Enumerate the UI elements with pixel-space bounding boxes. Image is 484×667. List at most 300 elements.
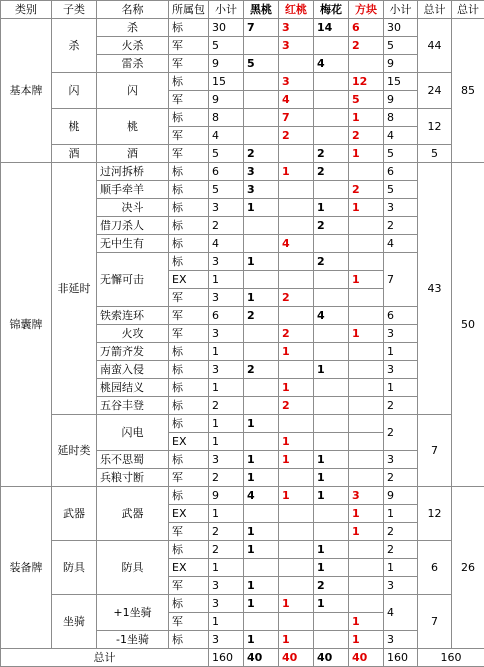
cell-diamond [349, 541, 384, 559]
cell-diamond [349, 235, 384, 253]
cell-count: 1 [209, 415, 244, 433]
cell-count: 4 [209, 127, 244, 145]
cell-subtotal: 4 [384, 127, 418, 145]
table-row [1, 109, 484, 127]
header-category: 类别 [1, 1, 52, 19]
subcategory-armor: 防具 [52, 541, 97, 595]
cell-count: 1 [209, 433, 244, 451]
subcategory-sha: 杀 [52, 19, 97, 73]
pack: 标 [169, 73, 209, 91]
cell-spade: 1 [244, 577, 279, 595]
cell-diamond: 3 [349, 487, 384, 505]
cell-diamond [349, 289, 384, 307]
card-name: -1坐骑 [97, 631, 169, 649]
subcategory-shan: 闪 [52, 73, 97, 109]
cell-spade: 5 [244, 55, 279, 73]
cell-subtotal: 9 [384, 487, 418, 505]
cell-diamond [349, 433, 384, 451]
cell-heart: 1 [279, 595, 314, 613]
cell-club [314, 271, 349, 289]
cell-count: 9 [209, 91, 244, 109]
cell-club: 2 [314, 145, 349, 163]
cell-spade: 1 [244, 541, 279, 559]
header-pack: 所属包 [169, 1, 209, 19]
cell-diamond [349, 379, 384, 397]
cell-spade [244, 379, 279, 397]
cell-heart [279, 199, 314, 217]
cell-spade [244, 559, 279, 577]
card-name: 决斗 [97, 199, 169, 217]
pack: 标 [169, 541, 209, 559]
pack: 军 [169, 577, 209, 595]
pack: 标 [169, 397, 209, 415]
cell-heart [279, 577, 314, 595]
cell-heart: 1 [279, 163, 314, 181]
header-total-2: 总计 [452, 1, 484, 19]
cell-count: 2 [209, 469, 244, 487]
cell-diamond [349, 55, 384, 73]
cell-club [314, 505, 349, 523]
cell-heart [279, 523, 314, 541]
cell-diamond: 1 [349, 505, 384, 523]
cell-diamond: 2 [349, 37, 384, 55]
card-name: 无中生有 [97, 235, 169, 253]
cell-spade [244, 325, 279, 343]
cell-heart [279, 613, 314, 631]
cell-club [314, 343, 349, 361]
cell-spade [244, 433, 279, 451]
subcategory-non-delay: 非延时 [52, 163, 97, 415]
cell-diamond [349, 307, 384, 325]
card-name: 火杀 [97, 37, 169, 55]
pack: 军 [169, 127, 209, 145]
cell-count: 3 [209, 361, 244, 379]
cell-heart: 1 [279, 631, 314, 649]
card-name: 闪 [97, 73, 169, 109]
cell-subtotal: 1 [384, 505, 418, 523]
footer-count: 160 [209, 649, 244, 667]
cell-spade: 1 [244, 199, 279, 217]
cell-heart [279, 469, 314, 487]
cell-club [314, 289, 349, 307]
cell-heart [279, 271, 314, 289]
cell-spade [244, 37, 279, 55]
footer-diamond: 40 [349, 649, 384, 667]
cell-heart: 7 [279, 109, 314, 127]
cell-count: 5 [209, 37, 244, 55]
cell-spade: 1 [244, 451, 279, 469]
cell-count: 6 [209, 307, 244, 325]
header-club: 梅花 [314, 1, 349, 19]
cell-subtotal: 3 [384, 199, 418, 217]
subcategory-tao: 桃 [52, 109, 97, 145]
pack: 标 [169, 451, 209, 469]
cell-spade: 2 [244, 307, 279, 325]
cell-diamond [349, 469, 384, 487]
cell-subtotal: 1 [384, 343, 418, 361]
cell-heart: 1 [279, 451, 314, 469]
footer-spade: 40 [244, 649, 279, 667]
card-name: 过河拆桥 [97, 163, 169, 181]
pack: 军 [169, 91, 209, 109]
cell-diamond: 5 [349, 91, 384, 109]
cell-diamond [349, 559, 384, 577]
cell-spade: 3 [244, 163, 279, 181]
header-total: 总计 [418, 1, 452, 19]
header-spade: 黑桃 [244, 1, 279, 19]
cell-subtotal: 3 [384, 451, 418, 469]
cell-heart [279, 145, 314, 163]
group-total-weapon: 12 [418, 487, 452, 541]
cell-club: 4 [314, 55, 349, 73]
cell-spade [244, 397, 279, 415]
cell-subtotal: 7 [384, 253, 418, 307]
pack: 标 [169, 595, 209, 613]
cell-heart [279, 55, 314, 73]
cell-subtotal: 2 [384, 217, 418, 235]
cell-spade: 1 [244, 415, 279, 433]
cell-spade [244, 343, 279, 361]
card-name: 火攻 [97, 325, 169, 343]
card-name: 兵粮寸断 [97, 469, 169, 487]
card-name: 雷杀 [97, 55, 169, 73]
cell-diamond [349, 451, 384, 469]
cell-diamond [349, 361, 384, 379]
cell-spade [244, 91, 279, 109]
cell-count: 1 [209, 505, 244, 523]
pack: 标 [169, 109, 209, 127]
header-diamond: 方块 [349, 1, 384, 19]
cell-subtotal: 2 [384, 397, 418, 415]
cell-count: 2 [209, 397, 244, 415]
pack: 标 [169, 415, 209, 433]
cell-subtotal: 2 [384, 523, 418, 541]
cell-club: 1 [314, 199, 349, 217]
card-name: 杀 [97, 19, 169, 37]
cell-heart [279, 181, 314, 199]
pack: 标 [169, 631, 209, 649]
pack: EX [169, 271, 209, 289]
cell-count: 8 [209, 109, 244, 127]
cell-heart [279, 505, 314, 523]
cell-club: 1 [314, 469, 349, 487]
subcategory-weapon: 武器 [52, 487, 97, 541]
table-row [1, 145, 484, 163]
pack: 军 [169, 307, 209, 325]
cell-spade: 2 [244, 145, 279, 163]
cell-heart: 2 [279, 397, 314, 415]
card-name: +1坐骑 [97, 595, 169, 631]
card-name: 南蛮入侵 [97, 361, 169, 379]
cell-heart [279, 541, 314, 559]
cell-subtotal: 3 [384, 631, 418, 649]
pack: 标 [169, 217, 209, 235]
cell-club [314, 379, 349, 397]
cell-club [314, 397, 349, 415]
pack: 标 [169, 235, 209, 253]
cell-spade: 1 [244, 253, 279, 271]
cell-club [314, 631, 349, 649]
cell-spade: 1 [244, 469, 279, 487]
pack: 标 [169, 253, 209, 271]
cell-spade [244, 217, 279, 235]
cell-diamond: 1 [349, 613, 384, 631]
cell-club: 2 [314, 163, 349, 181]
cell-count: 1 [209, 379, 244, 397]
cell-club: 1 [314, 595, 349, 613]
cell-club [314, 415, 349, 433]
table-row [1, 487, 484, 505]
cell-subtotal: 4 [384, 235, 418, 253]
cell-count: 9 [209, 487, 244, 505]
cell-diamond: 2 [349, 127, 384, 145]
header-row [1, 1, 484, 19]
cell-diamond: 1 [349, 271, 384, 289]
cell-heart [279, 559, 314, 577]
card-name: 铁索连环 [97, 307, 169, 325]
footer-grand-total: 160 [418, 649, 484, 667]
header-subtotal: 小计 [209, 1, 244, 19]
pack: 军 [169, 469, 209, 487]
pack: 标 [169, 181, 209, 199]
card-name: 五谷丰登 [97, 397, 169, 415]
card-name: 顺手牵羊 [97, 181, 169, 199]
header-subtotal-2: 小计 [384, 1, 418, 19]
cell-club: 2 [314, 217, 349, 235]
cell-heart: 2 [279, 325, 314, 343]
cell-subtotal: 15 [384, 73, 418, 91]
cell-club [314, 37, 349, 55]
cell-count: 30 [209, 19, 244, 37]
cell-club: 2 [314, 253, 349, 271]
cell-heart: 1 [279, 343, 314, 361]
cell-diamond: 12 [349, 73, 384, 91]
cell-subtotal: 6 [384, 307, 418, 325]
pack: 军 [169, 325, 209, 343]
cell-diamond [349, 217, 384, 235]
table-row [1, 541, 484, 559]
cell-diamond: 1 [349, 199, 384, 217]
cell-spade: 1 [244, 595, 279, 613]
cell-count: 1 [209, 271, 244, 289]
cell-count: 1 [209, 343, 244, 361]
cell-diamond [349, 253, 384, 271]
group-total-tao: 12 [418, 109, 452, 145]
pack: 军 [169, 523, 209, 541]
cell-count: 3 [209, 631, 244, 649]
footer-row [1, 649, 484, 667]
cell-subtotal: 5 [384, 181, 418, 199]
cell-club [314, 109, 349, 127]
cell-spade: 4 [244, 487, 279, 505]
cell-heart: 1 [279, 379, 314, 397]
cell-heart: 3 [279, 19, 314, 37]
cell-diamond [349, 577, 384, 595]
pack: 军 [169, 55, 209, 73]
pack: 标 [169, 163, 209, 181]
cell-spade [244, 505, 279, 523]
category-basic: 基本牌 [1, 19, 52, 163]
footer-heart: 40 [279, 649, 314, 667]
group-total-jiu: 5 [418, 145, 452, 163]
cell-spade: 2 [244, 361, 279, 379]
cell-club [314, 235, 349, 253]
header-subcategory: 子类 [52, 1, 97, 19]
cell-diamond: 6 [349, 19, 384, 37]
cell-count: 4 [209, 235, 244, 253]
group-total-non-delay: 43 [418, 163, 452, 415]
cell-spade [244, 127, 279, 145]
cell-spade [244, 235, 279, 253]
card-name: 桃园结义 [97, 379, 169, 397]
cell-club: 1 [314, 559, 349, 577]
cell-diamond [349, 163, 384, 181]
card-name: 防具 [97, 541, 169, 595]
cell-club [314, 613, 349, 631]
cell-diamond [349, 595, 384, 613]
cell-count: 3 [209, 253, 244, 271]
cell-club: 1 [314, 487, 349, 505]
card-name: 借刀杀人 [97, 217, 169, 235]
card-name: 万箭齐发 [97, 343, 169, 361]
cell-club: 14 [314, 19, 349, 37]
cell-subtotal: 4 [384, 595, 418, 631]
subcategory-delay: 延时类 [52, 415, 97, 487]
cell-count: 2 [209, 523, 244, 541]
cell-heart [279, 307, 314, 325]
cell-diamond [349, 397, 384, 415]
cell-count: 1 [209, 559, 244, 577]
cell-spade: 7 [244, 19, 279, 37]
cell-club [314, 433, 349, 451]
pack: 标 [169, 379, 209, 397]
cell-club: 1 [314, 361, 349, 379]
subcategory-horse: 坐骑 [52, 595, 97, 649]
category-total-equipment: 26 [452, 487, 484, 649]
cell-subtotal: 8 [384, 109, 418, 127]
cell-subtotal: 6 [384, 163, 418, 181]
cell-heart: 2 [279, 127, 314, 145]
card-name: 酒 [97, 145, 169, 163]
card-name: 闪电 [97, 415, 169, 451]
cell-count: 3 [209, 199, 244, 217]
pack: 军 [169, 613, 209, 631]
cell-heart [279, 415, 314, 433]
footer-club: 40 [314, 649, 349, 667]
cell-club [314, 325, 349, 343]
header-heart: 红桃 [279, 1, 314, 19]
category-total-basic: 85 [452, 19, 484, 163]
cell-count: 9 [209, 55, 244, 73]
cell-subtotal: 2 [384, 415, 418, 451]
cell-heart [279, 361, 314, 379]
category-equipment: 装备牌 [1, 487, 52, 649]
cell-heart [279, 217, 314, 235]
group-total-armor: 6 [418, 541, 452, 595]
card-name: 无懈可击 [97, 253, 169, 307]
card-name: 桃 [97, 109, 169, 145]
cell-subtotal: 5 [384, 145, 418, 163]
cell-diamond: 1 [349, 109, 384, 127]
cell-spade [244, 613, 279, 631]
group-total-horse: 7 [418, 595, 452, 649]
cell-spade [244, 73, 279, 91]
cell-subtotal: 1 [384, 379, 418, 397]
cell-heart: 1 [279, 433, 314, 451]
cell-club: 2 [314, 577, 349, 595]
cell-subtotal: 3 [384, 361, 418, 379]
cell-club [314, 91, 349, 109]
group-total-delay: 7 [418, 415, 452, 487]
cell-subtotal: 30 [384, 19, 418, 37]
cell-spade [244, 271, 279, 289]
pack: 标 [169, 361, 209, 379]
table-row [1, 415, 484, 433]
cell-diamond [349, 415, 384, 433]
table-row [1, 163, 484, 181]
cell-heart [279, 253, 314, 271]
cell-count: 2 [209, 541, 244, 559]
cell-club: 1 [314, 541, 349, 559]
cell-count: 6 [209, 163, 244, 181]
pack: 军 [169, 37, 209, 55]
cell-count: 15 [209, 73, 244, 91]
pack: 标 [169, 487, 209, 505]
pack: 军 [169, 145, 209, 163]
cell-count: 5 [209, 181, 244, 199]
card-name: 乐不思蜀 [97, 451, 169, 469]
group-total-shan: 24 [418, 73, 452, 109]
cell-subtotal: 5 [384, 37, 418, 55]
cell-count: 3 [209, 325, 244, 343]
cell-subtotal: 1 [384, 559, 418, 577]
pack: 标 [169, 19, 209, 37]
cell-count: 5 [209, 145, 244, 163]
header-name: 名称 [97, 1, 169, 19]
cell-diamond: 1 [349, 145, 384, 163]
pack: EX [169, 559, 209, 577]
cell-club: 1 [314, 451, 349, 469]
cell-count: 3 [209, 451, 244, 469]
cell-spade: 1 [244, 523, 279, 541]
cell-diamond: 1 [349, 631, 384, 649]
cell-diamond: 1 [349, 523, 384, 541]
pack: 军 [169, 289, 209, 307]
table-row [1, 73, 484, 91]
cell-heart: 2 [279, 289, 314, 307]
footer-subtotal: 160 [384, 649, 418, 667]
cell-heart: 4 [279, 91, 314, 109]
cell-heart: 3 [279, 37, 314, 55]
cell-subtotal: 3 [384, 325, 418, 343]
cell-heart: 1 [279, 487, 314, 505]
subcategory-jiu: 酒 [52, 145, 97, 163]
category-total-tricks: 50 [452, 163, 484, 487]
cell-count: 3 [209, 577, 244, 595]
cell-subtotal: 2 [384, 541, 418, 559]
cell-subtotal: 9 [384, 55, 418, 73]
cell-subtotal: 3 [384, 577, 418, 595]
cell-club [314, 127, 349, 145]
cell-club [314, 523, 349, 541]
cell-count: 2 [209, 217, 244, 235]
cell-heart: 3 [279, 73, 314, 91]
pack: EX [169, 433, 209, 451]
cell-club: 4 [314, 307, 349, 325]
cell-spade [244, 109, 279, 127]
pack: 标 [169, 199, 209, 217]
pack: EX [169, 505, 209, 523]
